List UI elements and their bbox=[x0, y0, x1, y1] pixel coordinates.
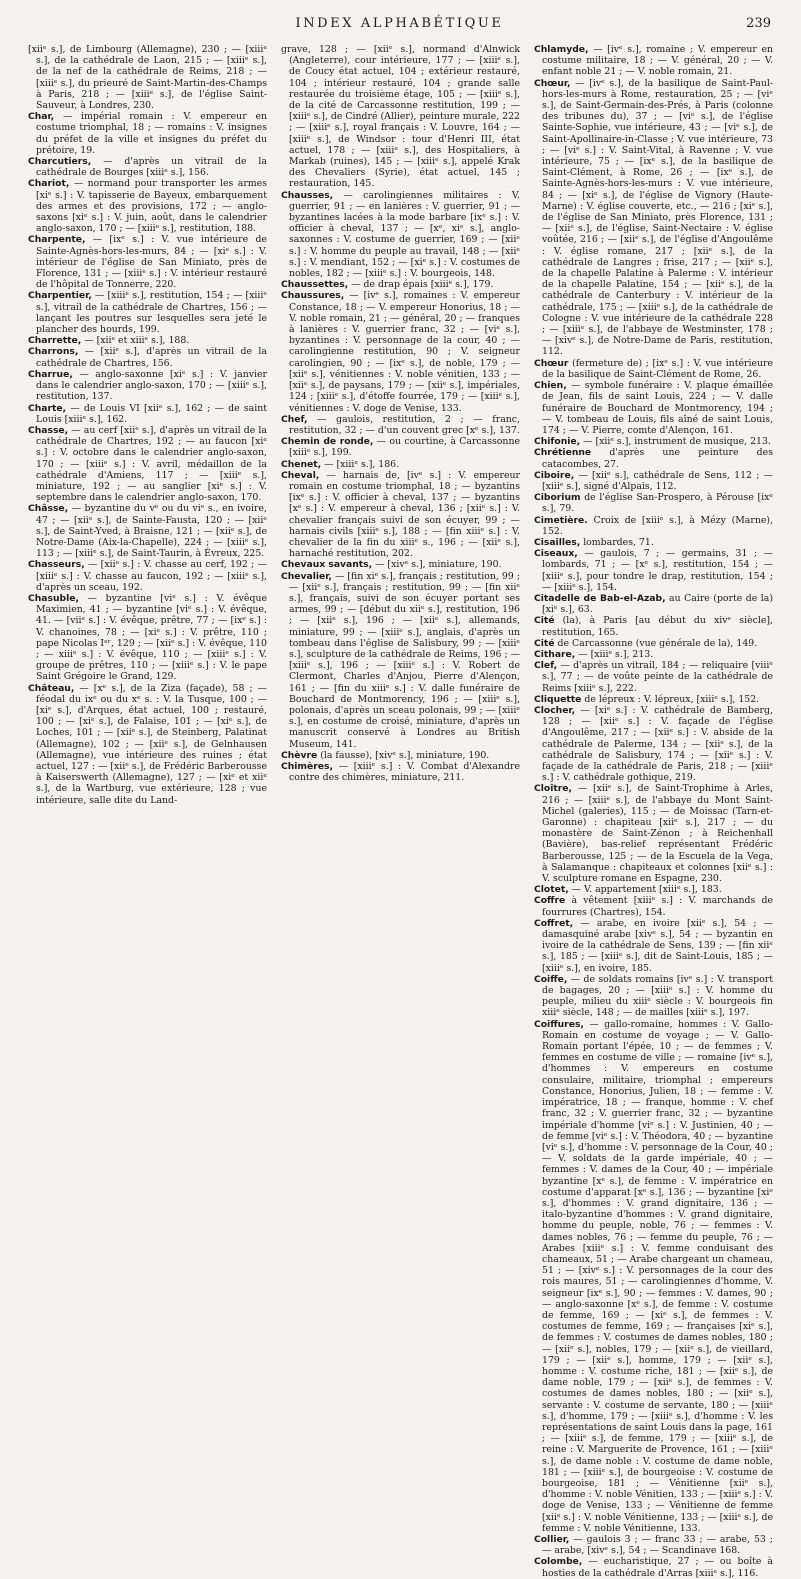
entry-text: — gaulois, restitution, 2 ; — franc, restitution, 32 ; — d'un couvent grec [xᵉ s.], 137. bbox=[289, 413, 520, 436]
index-column-2 bbox=[281, 44, 520, 1579]
entry-headword: Cimetière. bbox=[534, 514, 588, 526]
entry-headword: Chaussures, bbox=[281, 290, 345, 302]
entry-headword: Clocher, bbox=[534, 704, 576, 716]
entry-headword: Char, bbox=[28, 111, 55, 123]
index-entry bbox=[281, 571, 520, 750]
entry-headword: Clef, bbox=[534, 660, 558, 672]
entry-headword: Coffre bbox=[534, 895, 566, 907]
index-entry bbox=[534, 660, 773, 694]
entry-headword: Ciboire, bbox=[534, 469, 575, 481]
index-entry bbox=[534, 470, 773, 492]
entry-text: — [xiiᵉ s.], de Saint-Trophime à Arles, 216 ; — [xiiiᵉ s.], de l'abbaye du Mont Saint-Michel (galeries), 115 ; — de Moissac (Tarn-et-Garonne) : chapiteau [xiiᵉ s.], 217 ; — du monastère de Saint-Zénon ; à Reichenhall (Bavière), bas-relief représentant Frédéric Barberousse, 125 ; — de la Escuela de la Vega, à Salamanque : chapiteaux et colonnes [xiiᵉ s.] : V. sculpture romane en Espagne, 230. bbox=[542, 783, 773, 885]
index-entry bbox=[534, 705, 773, 783]
entry-text: — anglo-saxonne [xiᵉ s.] : V. janvier dans le calendrier anglo-saxon, 170 ; — [xiiiᵉ s.], restitution, 137. bbox=[36, 368, 267, 403]
entry-headword: Chariot, bbox=[28, 178, 70, 190]
entry-headword: Coiffe, bbox=[534, 973, 568, 985]
entry-text: — [fin xiᵉ s.], français ; restitution, 99 ; — [xiiᵉ s.], français ; restitution, 99 ; — [fin xiiᵉ s.], français, suivi de son écuyer portant ses armes, 99 ; — [début du xiiᵉ s.], restitution, 196 ; — [xiiᵉ s.], 196 ; — [xiiᵉ s.], allemands, miniature, 99 ; — [xiiiᵉ s.], anglais, d'après un tombeau dans l'église de Salisbury, 99 ; — [xiiiᵉ s.], sculpture de la cathédrale de Reims, 196 ; — [xiiiᵉ s.], 196 ; — [xiiiᵉ s.] : V. Robert de Clermont, Charles d'Anjou, Pierre d'Alençon, 161 ; — [fin du xiiiᵉ s.] : V. dalle funéraire de Bouchard de Montmorency, 196 ; — [xiiiᵉ s.], polonais, d'après un sceau polonais, 99 ; — [xiiiᵉ s.], en costume de croisé, miniature, d'après un manuscrit conservé à Londres au British Museum, 141. bbox=[289, 570, 520, 750]
index-entry bbox=[281, 190, 520, 280]
index-column-3 bbox=[534, 44, 773, 1579]
index-entry bbox=[28, 234, 267, 290]
entry-headword: Chimères, bbox=[281, 761, 333, 772]
entry-text: — [xiiᵉ s.], instrument de musique, 213. bbox=[583, 436, 771, 448]
entry-headword: Chausses, bbox=[281, 189, 334, 201]
index-entry bbox=[534, 515, 773, 537]
index-entry bbox=[28, 503, 267, 559]
entry-headword: Chèvre bbox=[281, 749, 318, 761]
entry-text: — [xiiiᵉ s.] : V. Combat d'Alexandre contre des chimères, miniature, 211. bbox=[289, 761, 520, 784]
entry-headword: Ciborium bbox=[534, 492, 581, 504]
entry-text: (la fausse), [xivᵉ s.], miniature, 190. bbox=[320, 749, 490, 761]
index-entry bbox=[281, 470, 520, 560]
entry-headword: Chaussettes, bbox=[281, 279, 349, 291]
entry-text: — [xiiᵉ s.], d'après un vitrail de la cathédrale de Chartres, 156. bbox=[36, 346, 267, 369]
entry-headword: Chevaux savants, bbox=[281, 559, 373, 571]
entry-text: — normand pour transporter les armes [xiᵉ s.] : V. tapisserie de Bayeux, embarquement des armes et des provisions, 172 ; — anglo-saxons [xiᵉ s.] : V. juin, août, dans le calendrier anglo-saxon, 170 ; — [xiiiᵉ s.], restitution, 188. bbox=[36, 178, 267, 235]
entry-headword: Colombe, bbox=[534, 1556, 583, 1568]
index-column-1 bbox=[28, 44, 267, 1579]
entry-headword: Château, bbox=[28, 682, 75, 694]
entry-headword: Coffret, bbox=[534, 917, 574, 929]
entry-headword: Chifonie, bbox=[534, 436, 581, 448]
entry-text: — [xiiᵉ s.] : V. chasse au cerf, 192 ; — [xiiiᵉ s.] : V. chasse au faucon, 192 ; — [xiiiᵉ s.], d'après un sceau, 192. bbox=[36, 559, 267, 593]
entry-headword: Cloître, bbox=[534, 783, 572, 795]
index-entry bbox=[28, 178, 267, 234]
entry-text: — d'après un vitrail, 184 ; — reliquaire [viiiᵉ s.], 77 ; — de voûte peinte de la cathédrale de Reims [xiiiᵉ s.], 222. bbox=[542, 660, 773, 694]
index-entry bbox=[534, 1556, 773, 1578]
index-entry bbox=[281, 414, 520, 436]
index-entry bbox=[281, 459, 520, 470]
index-columns bbox=[28, 44, 773, 1579]
index-entry bbox=[28, 346, 267, 368]
entry-text: grave, 128 ; — [xiiᵉ s.], normand d'Alnwick (Angleterre), cour intérieure, 177 ; — [xiiiᵉ s.], de Coucy état actuel, 104 ; extérieur restauré, 104 ; intérieur restauré, 104 ; grande salle restaurée du troisième étage, 105 ; — [xiiiᵉ s.], de la cité de Carcassonne restitution, 199 ; — [xiiiᵉ s.], de Cindré (Allier), peinture murale, 222 ; — [xiiiᵉ s.], royal français : V. Louvre, 164 ; — [xiiiᵉ s.], de Windsor : tour d'Henri III, état actuel, 178 ; — [xiiiᵉ s.], des Hospitaliers, à Markab (ruines), 145 ; — [xiiiᵉ s.], appelé Krak des Chevaliers (Syrie), état actuel, 145 ; restauration, 145. bbox=[281, 44, 520, 190]
entry-text: (fermeture de) ; [ixᵉ s.] : V. vue intérieure de la basilique de Saint-Clément de Rome, 26. bbox=[542, 357, 773, 380]
entry-headword: Coiffures, bbox=[534, 1018, 584, 1030]
index-entry bbox=[281, 290, 520, 413]
index-entry bbox=[534, 918, 773, 974]
entry-headword: Chevalier, bbox=[281, 570, 332, 582]
entry-text: — ou courtine, à Carcassonne [xiiiᵉ s.], 199. bbox=[289, 436, 520, 459]
index-entry bbox=[534, 1534, 773, 1556]
index-entry bbox=[534, 548, 773, 593]
entry-text: — eucharistique, 27 ; — ou boîte à hosties de la cathédrale d'Arras [xiiiᵉ s.], 116. bbox=[542, 1556, 773, 1579]
entry-headword: Charrette, bbox=[28, 335, 82, 347]
entry-text: — symbole funéraire : V. plaque émaillée de Jean, fils de saint Louis, 224 ; — V. dalle funéraire de Bouchard de Montmorency, 194 ; — V. tombeau de Louis, fils aîné de saint Louis, 174 ; — V. Pierre, comte d'Alençon, 161. bbox=[542, 380, 773, 436]
index-entry bbox=[534, 380, 773, 436]
entry-text: de Carcassonne (vue générale de la), 149. bbox=[557, 637, 758, 649]
index-entry bbox=[28, 425, 267, 503]
index-entry bbox=[28, 593, 267, 683]
entry-text: au Caire (porte de la) [xiᵉ s.], 63. bbox=[542, 592, 773, 616]
entry-text: — V. appartement [xiiiᵉ s.], 183. bbox=[571, 884, 722, 896]
entry-text: — byzantine du vᵉ ou du viᵉ s., en ivoire, 47 ; — [xiiᵉ s.], de Sainte-Fausta, 120 ; — [xiiᵉ s.], de Saint-Yved, à Braisne, 121 ; — [xiiᵉ s.], de Notre-Dame (Aix-la-Chapelle), 224 ; — [xiiiᵉ s.], 113 ; — [xiiiᵉ s.], de Saint-Taurin, à Évreux, 225. bbox=[36, 503, 267, 560]
entry-text: de lépreux : V. lépreux, [xiiiᵉ s.], 152. bbox=[584, 693, 760, 705]
index-entry bbox=[534, 44, 773, 78]
index-entry bbox=[28, 403, 267, 425]
index-entry bbox=[28, 290, 267, 335]
index-entry bbox=[534, 895, 773, 917]
entry-headword: Cité bbox=[534, 637, 555, 649]
entry-headword: Chemin de ronde, bbox=[281, 436, 374, 448]
entry-text: Croix de [xiiiᵉ s.], à Mézy (Marne), 152. bbox=[542, 514, 773, 537]
entry-headword: Chlamyde, bbox=[534, 44, 589, 55]
entry-text: — [xiiiᵉ s.], 213. bbox=[578, 648, 654, 660]
entry-text: — [xiiᵉ s.], cathédrale de Sens, 112 ; — [xiiiᵉ s.], signé d'Alpais, 112. bbox=[542, 469, 773, 492]
entry-text: — [xiiᵉ et xiiiᵉ s.], 188. bbox=[84, 335, 190, 347]
index-entry bbox=[534, 593, 773, 615]
entry-headword: Cliquette bbox=[534, 693, 582, 705]
entry-headword: Charte, bbox=[28, 402, 67, 414]
entry-headword: Chrétienne bbox=[534, 447, 592, 459]
index-entry bbox=[281, 559, 520, 570]
entry-headword: Chien, bbox=[534, 380, 567, 392]
entry-text: — gaulois, 7 ; — germains, 31 ; — lombards, 71 ; — [xᵉ s.], restitution, 154 ; — [xiiiᵉ s.], pour tondre le drap, restitution, 154 ; — [xiiiᵉ s.], 154. bbox=[542, 548, 773, 593]
entry-text: — [ixᵉ s.] : V. vue intérieure de Sainte-Agnès-hors-les-murs, 84 ; — [xiᵉ s.] : V. intérieur de l'église de San Miniato, près de Florence, 131 ; — [xiiiᵉ s.] : V. intérieur restauré de l'hôpital de Tonnerre, 220. bbox=[36, 234, 267, 291]
entry-text: — de drap épais [xiiiᵉ s.], 179. bbox=[351, 279, 494, 291]
entry-headword: Chœur, bbox=[534, 77, 571, 89]
entry-text: lombardes, 71. bbox=[583, 536, 654, 548]
index-entry bbox=[28, 335, 267, 346]
index-entry bbox=[534, 649, 773, 660]
index-entry bbox=[28, 156, 267, 178]
entry-text: — byzantine [viᵉ s.] : V. évêque Maximien, 41 ; — byzantine [viᵉ s.] : V. évêque, 41. — [viiᵉ s.] : V. évêque, prêtre, 77 ; — [ixᵉ s.] : V. chanoines, 78 ; — [xiᵉ s.] : V. prêtre, 110 ; pape Nicolas Iᵉʳ, 129 ; — [xiiᵉ s.] : V. évêque, 110 ; — xiiiᵉ s.] : V. évêque, 110 ; — [xiiiᵉ s.] : V. groupe de prêtres, 110 ; — [xiiiᵉ s.] : V. le pape Saint Grégoire le Grand, 129. bbox=[36, 592, 267, 683]
entry-headword: Charpentier, bbox=[28, 290, 92, 302]
entry-text: — gaulois 3 ; — franc 33 ; — arabe, 53 ; — arabe, [xivᵉ s.], 54 ; — Scandinave 168. bbox=[542, 1534, 773, 1557]
index-entry bbox=[534, 974, 773, 1019]
index-entry bbox=[28, 111, 267, 156]
index-entry bbox=[281, 279, 520, 290]
index-entry bbox=[281, 436, 520, 458]
entry-text: à vêtement [xiiiᵉ s.] : V. marchands de fourrures (Chartres), 154. bbox=[542, 895, 773, 918]
entry-headword: Chef, bbox=[281, 413, 308, 425]
entry-text: — [ivᵉ s.], romaines : V. empereur Constance, 18 ; — V. empereur Honorius, 18 ; — V. noble romain, 21 ; — général, 20 ; — franques à lanières : V. guerrier franc, 32 ; — [viᵉ s.], byzantines : V. personnage de la cour, 40 ; — carolingienne restitution, 90 ; V. seigneur carolingien, 90 ; — [ixᵉ s.], de noble, 179 ; — [xiiᵉ s.], vénitiennes : V. noble vénitien, 133 ; — [xiiᵉ s.], de paysans, 179 ; — [xiiᵉ s.], impériales, 124 ; [xiiiᵉ s.], d'étoffe fourrée, 179 ; — [xiiiᵉ s.], vénitiennes : V. doge de Venise, 133. bbox=[289, 290, 520, 414]
entry-text: — impérial romain : V. empereur en costume triomphal, 18 ; — romains : V. insignes du préfet de la ville et insignes du préfet du prétoire, 19. bbox=[36, 111, 267, 156]
index-entry bbox=[534, 638, 773, 649]
entry-headword: Cisailles, bbox=[534, 536, 581, 548]
entry-headword: Châsse, bbox=[28, 503, 69, 515]
entry-text: — [ivᵉ s.], de la basilique de Saint-Paul-hors-les-murs à Rome, restauration, 25 ; — [viᵉ s.], de Saint-Germain-des-Prés, à Paris (colonne des tribunes du), 37 ; — [viᵉ s.], de l'église Sainte-Sophie, vue intérieure, 43 ; — [viᵉ s.], de Saint-Apollinaire-in-Classe ; V. vue intérieure, 73 ; — [viᵉ s.] : V. Saint-Vital, à Ravenne ; V. vue intérieure, 75 ; — [ixᵉ s.], de la basilique de Saint-Clément, à Rome, 26 ; — [ixᵉ s.], de Sainte-Agnès-hors-les-murs : V. vue intérieure, 84 ; — [xiᵉ s.], de l'église de Vignory (Haute-Marne) : V. église couverte, etc., — 216 ; [xiᵉ s.], de l'église de San Miniato, près Florence, 131 ; — [xiiᵉ s.], de l'église, Saint-Nectaire : V. église voûtée, 216 ; — [xiiᵉ s.], de l'église d'Angoulême : V. église romane, 217 ; [xiiᵉ s.], de la cathédrale de Langres ; frise, 217 ; — [xiiᵉ s.], de la chapelle Palatine à Palerme : V. intérieur de la chapelle Palatine, 154 ; — [xiiᵉ s.], de la cathédrale de Canterbury : V. intérieur de la cathédrale, 175 ; — [xiiiᵉ s.], de la cathédrale de Cologne : V. vue intérieure de la cathédrale 228 ; — [xiiiᵉ s.], de l'abbaye de Westminster, 178 ; — [xivᵉ s.], de Notre-Dame de Paris, restitution, 112. bbox=[542, 77, 773, 358]
index-entry bbox=[534, 436, 773, 447]
entry-text: — [xᵉ s.], de la Ziza (façade), 58 ; — féodal du ixᵉ ou du xᵉ s. : V. la Tusque, 100 ; — [xiᵉ s.], d'Arques, état actuel, 100 ; restauré, 100 ; — [xiᵉ s.], de Falaise, 101 ; — [xiᵉ s.], de Loches, 101 ; — [xiiᵉ s.], de Steinberg, Palatinat (Allemagne), 102 ; — [xiiᵉ s.], de Gelnhausen (Allemagne), vue intérieure des ruines ; état actuel, 127 : — [xiiᵉ s.], de Frédéric Barberousse à Kaiserswerth (Allemagne), 127 ; — [xiᵉ et xiiᵉ s.], de la Wartburg, vue extérieure, 128 ; vue intérieure, salle dite du Land- bbox=[36, 682, 267, 806]
entry-text: — d'après un vitrail de la cathédrale de Bourges [xiiiᵉ s.], 156. bbox=[36, 156, 267, 179]
index-entry bbox=[534, 447, 773, 469]
entry-text: — [xiᵉ s.] : V. cathédrale de Bamberg, 128 ; — [xiiᵉ s.] : V. façade de l'église d'Angoulême, 217 ; — [xiiᵉ s.] : V. abside de la cathédrale de Palerme, 134 ; — [xiiᵉ s.], de la cathédrale de Salisbury, 174 ; — [xiiᵉ s.] : V. façade de la cathédrale de Paris, 218 ; — [xiiiᵉ s.] : V. cathédrale gothique, 219. bbox=[542, 704, 773, 784]
index-entry bbox=[534, 694, 773, 705]
entry-headword: Cité bbox=[534, 615, 555, 627]
entry-text: — de Louis VI [xiiᵉ s.], 162 ; — de saint Louis [xiiiᵉ s.], 162. bbox=[36, 402, 267, 425]
entry-text: — carolingiennes militaires : V. guerrier, 91 ; — en lanières : V. guerrier, 91 ; — byzantines lacées à la mode barbare [ixᵉ s.] : V. officier à cheval, 137 ; — [xᵉ, xiᵉ s.], anglo-saxonnes : V. costume de guerrier, 169 ; — [xiiᵉ s.] : V. homme du peuple au travail, 148 ; — [xiiᵉ s.] : V. mendiant, 152 ; — [xiᵉ s.] : V. costumes de nobles, 182 ; — [xiiiᵉ s.] : V. bourgeois, 148. bbox=[289, 189, 520, 280]
entry-text: — [xivᵉ s.], miniature, 190. bbox=[375, 559, 502, 571]
running-title: INDEX ALPHABÉTIQUE bbox=[295, 16, 504, 31]
entry-headword: Chasuble, bbox=[28, 592, 79, 604]
entry-text: — gallo-romaine, hommes : V. Gallo-Romain en costume de voyage ; — V. Gallo-Romain portant l'épée, 10 ; — de femmes ; V. femmes en costume de ville ; — romaine [ivᵉ s.], d'hommes : V. empereurs en costume consulaire, militaire, triomphal ; empereurs Constance, Honorius, Julien, 18 ; — femme : V. impératrice, 18 ; — franque, homme : V. chef franc, 32 ; V. guerrier franc, 32 ; — byzantine impériale d'homme [viᵉ s.] : V. Justinien, 40 ; — de femme [viᵉ s.] : V. Théodora, 40 ; — byzantine [viᵉ s.], d'homme : V. personnage de la Cour, 40 ; — V. soldats de la garde impériale, 40 ; — femmes : V. dames de la Cour, 40 ; — impériale byzantine [xᵉ s.], de femme : V. impératrice en costume d'apparat [xᵉ s.], 136 ; — byzantine [xiᵉ s.], d'hommes : V. grand dignitaire, 136 ; — italo-byzantine d'hommes : V. grand dignitaire, homme du peuple, noble, 76 ; — femmes : V. dames nobles, 76 ; — femme du peuple, 76 ; — Arabes [xiiiᵉ s.] : V. femme conduisant des chameaux, 51 ; — Arabe chargeant un chameau, 51 ; — [xivᵉ s.] : V. personnages de la cour des rois maures, 51 ; — carolingiennes d'homme, V. seigneur [ixᵉ s.], 90 ; — femmes : V. dames, 90 ; — anglo-saxonne [xᵉ s.], de femme : V. costume de femme, 169 ; — [xiᵉ s.], de femmes : V. costumes de femme, 169 ; — françaises [xiᵉ s.], de femmes : V. costumes de dames nobles, 180 ; — [xiiᵉ s.], nobles, 179 ; — [xiiᵉ s.], de vieillard, 179 ; — [xiiᵉ s.], homme, 179 ; — [xiiᵉ s.], homme : V. costume riche, 181 ; — [xiiᵉ s.], de dame noble, 179 ; — [xiiᵉ s.], de femmes : V. costumes de dames nobles, 180 ; — [xiiᵉ s.], servante : V. costume de servante, 180 ; — [xiiiᵉ s.], d'homme, 179 ; — [xiiiᵉ s.], d'homme : V. les représentations de saint Louis dans la page, 161 ; — [xiiiᵉ s.], de femme, 179 ; — [xiiiᵉ s.], de reine : V. Marguerite de Provence, 161 ; — [xiiiᵉ s.], de dame noble : V. costume de dame noble, 181 ; — [xiiiᵉ s.], de bourgeoise : V. costume de bourgeoise, 181 ; — Vénitienne [xiiᵉ s.], d'homme : V. noble Vénitien, 133 ; — [xiiiᵉ s.] : V. doge de Venise, 133 ; — Vénitienne de femme [xiiᵉ s.] : V. noble Vénitienne, 133 ; — [xiiiᵉ s.], de femme : V. noble Vénitienne, 133. bbox=[542, 1018, 773, 1534]
entry-text: — [ivᵉ s.], romaine ; V. empereur en costume militaire, 18 ; — V. général, 20 ; — V. enfant noble 21 ; — V. noble romain, 21. bbox=[542, 44, 773, 78]
index-entry bbox=[28, 369, 267, 403]
entry-text: — harnais de, [ivᵉ s.] : V. empereur romain en costume triomphal, 18 ; — byzantins [ixᵉ s.] : V. officier à cheval, 137 ; — byzantins [xᵉ s.] : V. empereur à cheval, 136 ; [xiiᵉ s.] : V. chevalier français suivi de son écuyer, 99 ; — harnais civils [xiiiᵉ s.], 188 ; — [fin xiiiᵉ s.] : V. chevalier de la fin du xiiiᵉ s., 196 ; — [xiiᵉ s.], harnaché restitution, 202. bbox=[289, 469, 520, 560]
entry-headword: Collier, bbox=[534, 1534, 570, 1546]
entry-text: (la), à Paris [au début du xivᵉ siècle], restitution, 165. bbox=[542, 615, 773, 638]
index-entry bbox=[534, 783, 773, 884]
entry-headword: Charpente, bbox=[28, 234, 86, 246]
entry-text: — [xiiiᵉ s.], 186. bbox=[324, 458, 400, 470]
entry-headword: Citadelle de Bab-el-Azab, bbox=[534, 592, 666, 604]
index-entry bbox=[28, 683, 267, 806]
entry-headword: Ciseaux, bbox=[534, 548, 578, 560]
index-entry bbox=[534, 615, 773, 637]
entry-headword: Clotet, bbox=[534, 884, 569, 896]
entry-text: — au cerf [xiiᵉ s.], d'après un vitrail de la cathédrale de Chartres, 192 ; — au faucon [xiᵉ s.] : V. octobre dans le calendrier anglo-saxon, 170 ; — [xiiiᵉ s.] : V. avril, médaillon de la cathédrale d'Amiens, 117 ; — [xiiiᵉ s.], miniature, 192 ; — au sanglier [xiᵉ s.] : V. septembre dans le calendrier anglo-saxon, 170. bbox=[36, 424, 267, 504]
entry-headword: Chasse, bbox=[28, 424, 69, 436]
index-entry bbox=[281, 750, 520, 761]
index-entry bbox=[281, 44, 520, 190]
index-entry bbox=[534, 78, 773, 358]
index-entry bbox=[534, 537, 773, 548]
page-header bbox=[28, 16, 771, 32]
entry-headword: Charcutiers, bbox=[28, 156, 92, 168]
entry-headword: Chœur bbox=[534, 357, 569, 369]
entry-text: d'après une peinture des catacombes, 27. bbox=[542, 447, 773, 470]
index-entry bbox=[534, 358, 773, 380]
page-number: 239 bbox=[746, 16, 771, 31]
entry-headword: Charrue, bbox=[28, 368, 73, 380]
entry-headword: Chenet, bbox=[281, 458, 322, 470]
entry-text: — [xiiiᵉ s.], restitution, 154 ; — [xiiiᵉ s.], vitrail de la cathédrale de Chartres, 156 ; — lançant les poutres sur lesquelles sera jeté le plancher des hourds, 199. bbox=[36, 290, 267, 336]
entry-text: — arabe, en ivoire [xiiᵉ s.], 54 ; — damasquiné arabe [xivᵉ s.], 54 ; — byzantin en ivoire de la cathédrale de Sens, 139 ; — [fin xiiᵉ s.], 185 ; — [xiiiᵉ s.], dit de Saint-Louis, 185 ; — [xiiiᵉ s.], en ivoire, 185. bbox=[542, 917, 773, 974]
entry-text: — de soldats romains [ivᵉ s.] : V. transport de bagages, 20 ; — [xiiiᵉ s.] : V. homme du peuple, milieu du xiiiᵉ siècle : V. bourgeois fin xiiiᵉ siècle, 148 ; — de mailles [xiiiᵉ s.], 197. bbox=[542, 973, 773, 1019]
index-entry bbox=[534, 1019, 773, 1534]
index-entry bbox=[534, 884, 773, 895]
index-entry bbox=[28, 559, 267, 593]
entry-headword: Charrons, bbox=[28, 346, 79, 358]
entry-text: [xiiᵉ s.], de Limbourg (Allemagne), 230 ; — [xiiiᵉ s.], de la cathédrale de Laon, 215 ; — [xiiiᵉ s.], de la nef de la cathédrale de Reims, 218 ; — [xiiiᵉ s.], du prieuré de Saint-Martin-des-Champs à Paris, 218 ; — [xiiiᵉ s.], de l'église Saint-Sauveur, à Londres, 230. bbox=[28, 44, 267, 112]
entry-headword: Cheval, bbox=[281, 469, 320, 481]
entry-headword: Chasseurs, bbox=[28, 559, 85, 571]
index-entry bbox=[28, 44, 267, 111]
entry-text: de l'église San-Prospero, à Pérouse [ixᵉ s.], 79. bbox=[542, 492, 773, 515]
index-entry bbox=[281, 761, 520, 783]
entry-headword: Cithare, bbox=[534, 648, 576, 660]
index-entry bbox=[534, 492, 773, 514]
